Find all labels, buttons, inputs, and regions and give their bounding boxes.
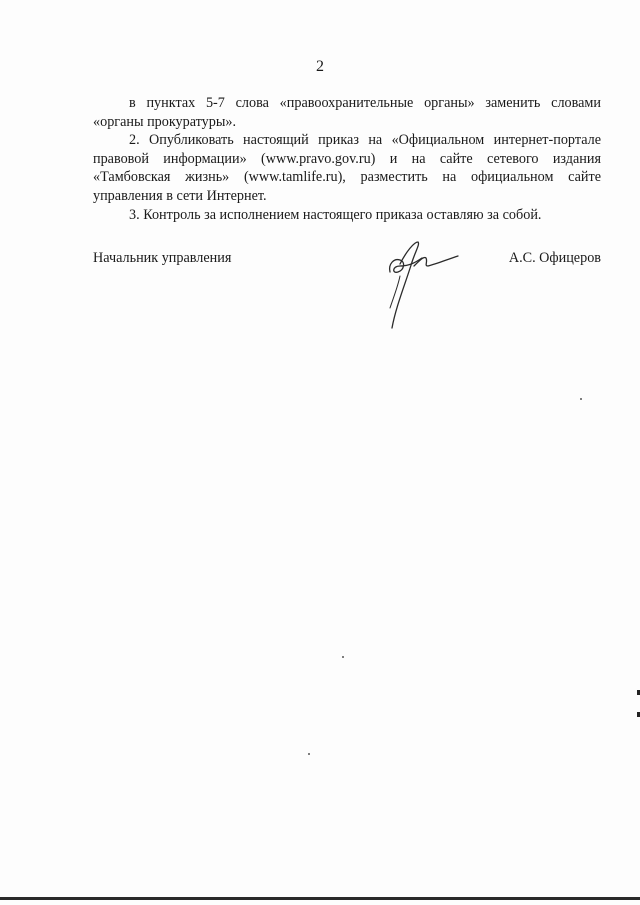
handwritten-signature [370,236,466,332]
signer-title: Начальник управления [93,250,232,266]
paragraph-publication: 2. Опубликовать настоящий приказ на «Официальном интернет-портале правовой информации» (www.pravo.gov.ru) и на сайте сетевого издания «Тамбовская жизнь» (www.tamlife.ru), разместить на официальном сайте управления в сети Интернет. [93,132,601,204]
scan-speck [308,753,310,755]
signature-block [93,250,601,270]
page-number: 2 [316,58,324,75]
scan-speck [342,656,344,658]
scan-speck [580,398,582,400]
document-body [93,94,601,224]
paragraph-amendment: в пунктах 5-7 слова «правоохранительные органы» заменить словами «органы прокуратуры». [93,95,601,130]
paragraph-control: 3. Контроль за исполнением настоящего приказа оставляю за собой. [129,206,542,223]
scan-bottom-edge [0,897,640,900]
signer-name: А.С. Офицеров [508,250,601,266]
